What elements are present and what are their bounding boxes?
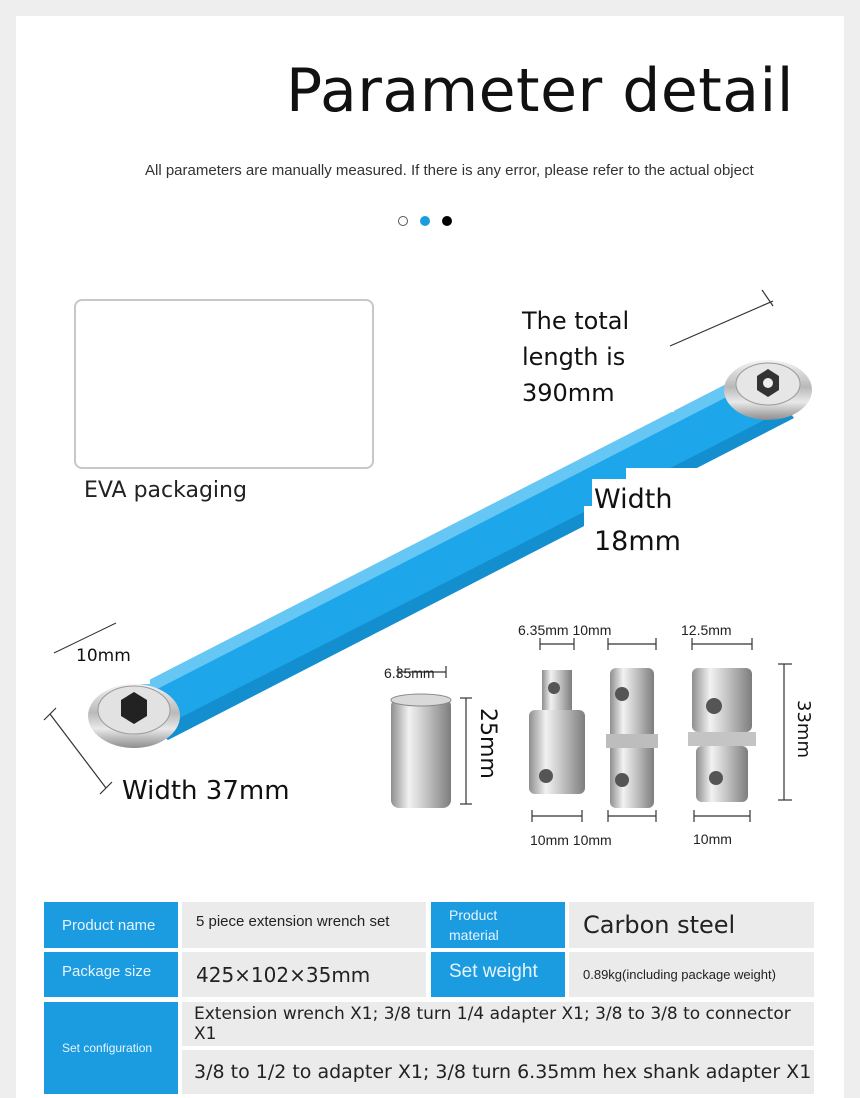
page-subtitle: All parameters are manually measured. If there is any error, please refer to the actual object: [145, 162, 754, 179]
width-18-line-1: Width: [594, 484, 673, 515]
packaging-label: EVA packaging: [84, 478, 247, 503]
page-title: Parameter detail: [286, 56, 794, 126]
set-config-label: Set configuration: [44, 1002, 178, 1094]
length-dimension-line: [670, 301, 773, 346]
packaging-frame: [74, 299, 374, 469]
product-name-value: 5 piece extension wrench set: [182, 902, 426, 948]
material-label-line-2: material: [449, 927, 499, 943]
total-length-line-2: length is: [522, 343, 626, 371]
adapter-image-2: [606, 638, 658, 822]
product-name-label: Product name: [44, 902, 178, 948]
package-size-value: 425×102×35mm: [182, 952, 426, 997]
package-size-label: Package size: [44, 952, 178, 997]
socket-height-label: 25mm: [475, 708, 500, 779]
material-label-line-1: Product: [449, 907, 498, 923]
set-weight-label: Set weight: [431, 952, 565, 997]
set-config-line-2: 3/8 to 1/2 to adapter X1; 3/8 turn 6.35mm hex shank adapter X1: [182, 1050, 814, 1094]
set-weight-value: 0.89kg(including package weight): [569, 952, 814, 997]
adapter-height-label: 33mm: [793, 700, 814, 758]
thickness-annotation: 10mm: [76, 646, 131, 666]
adapter-image-3: [688, 638, 792, 822]
total-length-line-1: The total: [522, 307, 630, 335]
total-length-annotation: [522, 303, 682, 411]
adapter-top-label-1: 6.35mm 10mm: [518, 622, 612, 638]
width-37-annotation: Width 37mm: [122, 776, 290, 806]
total-length-line-3: 390mm: [522, 379, 615, 407]
adapter-bottom-label-2: 10mm: [693, 831, 732, 847]
adapter-bottom-label-1: 10mm 10mm: [530, 832, 612, 848]
adapter-image-1: [529, 638, 585, 822]
hex-socket-image: [391, 666, 472, 808]
material-value: Carbon steel: [569, 902, 814, 948]
adapter-top-label-2: 12.5mm: [681, 622, 732, 638]
set-config-line-1: Extension wrench X1; 3/8 turn 1/4 adapter X1; 3/8 to 3/8 to connector X1: [182, 1002, 814, 1046]
width-18-line-2: 18mm: [594, 526, 681, 557]
width-18-annotation: [592, 479, 681, 563]
product-detail-page: [16, 16, 844, 1098]
socket-diameter-label: 6.35mm: [384, 665, 435, 681]
material-label: [431, 902, 565, 948]
